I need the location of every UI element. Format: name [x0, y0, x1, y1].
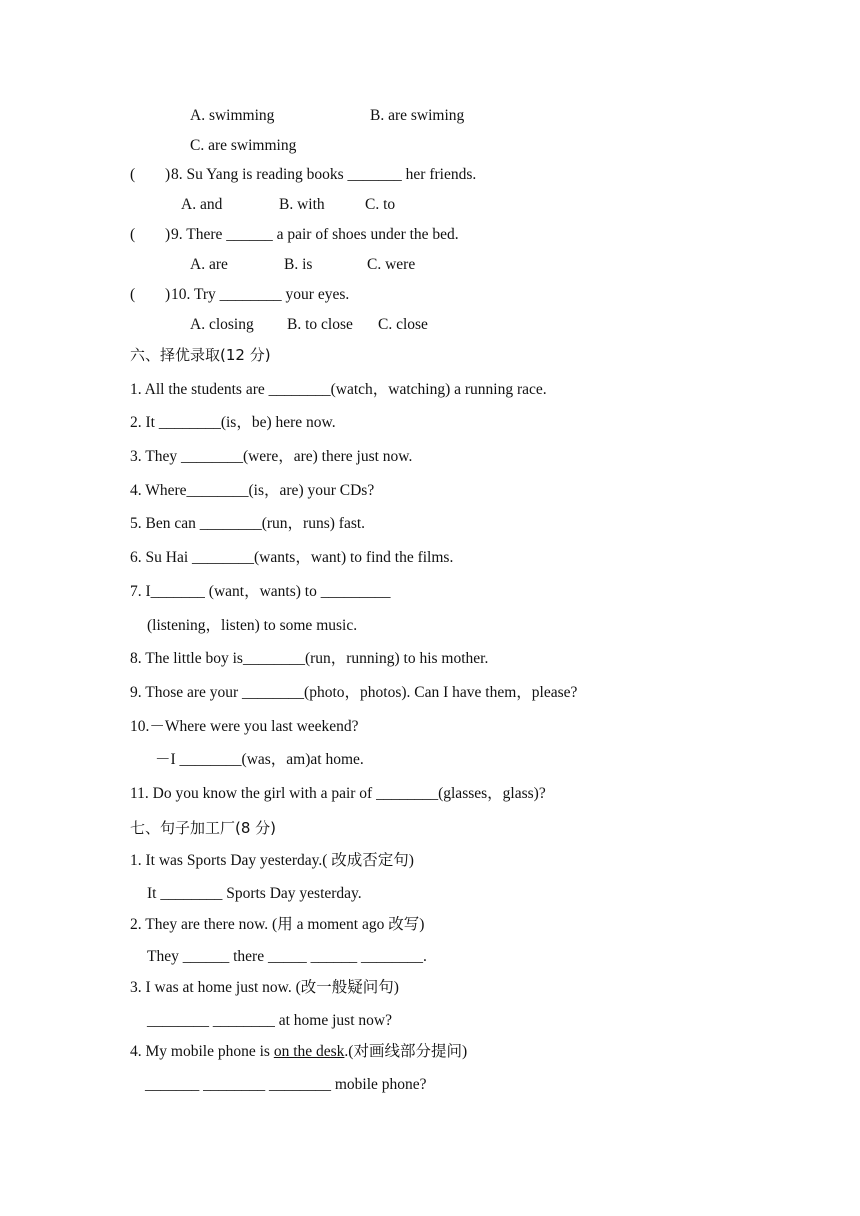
s7-q4-post: .(对画线部分提问)	[344, 1043, 468, 1060]
s7-a3: ________ ________ at home just now?	[147, 1012, 392, 1029]
q9-question: 9. There ______ a pair of shoes under the bed.	[171, 226, 459, 243]
s7-q4-underlined: on the desk	[273, 1043, 345, 1060]
q9-paren-open: (	[130, 226, 136, 243]
q8-option-c: C. to	[365, 196, 396, 213]
q10-question: 10. Try ________ your eyes.	[171, 286, 350, 303]
s7-q1: 1. It was Sports Day yesterday.( 改成否定句)	[130, 852, 414, 869]
s6-item-3: 3. They ________(were，are) there just now.	[130, 448, 413, 465]
section6-title: 六、择优录取(12 分)	[130, 346, 271, 364]
s6-item-2: 2. It ________(is，be) here now.	[130, 414, 336, 431]
s7-q3: 3. I was at home just now. (改一般疑问句)	[130, 979, 399, 996]
s7-a1: It ________ Sports Day yesterday.	[147, 885, 362, 902]
s6-item-7-cont: (listening，listen) to some music.	[147, 617, 358, 634]
section7-title: 七、句子加工厂(8 分)	[130, 819, 277, 837]
q9-option-b: B. is	[284, 256, 313, 273]
q7-option-c: C. are swimming	[190, 137, 297, 154]
s7-q2: 2. They are there now. (用 a moment ago 改写)	[130, 916, 425, 933]
q10-paren-close: )	[165, 286, 171, 303]
q7-option-a: A. swimming	[190, 107, 275, 124]
s6-item-7: 7. I_______ (want，wants) to _________	[130, 583, 391, 600]
q10-option-c: C. close	[378, 316, 428, 333]
s6-item-11: 11. Do you know the girl with a pair of ________(glasses，glass)?	[130, 785, 546, 802]
s7-a4: _______ ________ ________ mobile phone?	[145, 1076, 427, 1093]
q10-paren-open: (	[130, 286, 136, 303]
s6-item-9: 9. Those are your ________(photo，photos). Can I have them，please?	[130, 684, 578, 701]
q9-paren-close: )	[165, 226, 171, 243]
q7-option-b: B. are swiming	[370, 107, 465, 124]
s6-item-8: 8. The little boy is________(run，running) to his mother.	[130, 650, 489, 667]
s6-item-10-answer: －I ________(was，am)at home.	[155, 751, 364, 768]
s7-a2: They ______ there _____ ______ ________.	[147, 948, 427, 965]
s6-item-1: 1. All the students are ________(watch，watching) a running race.	[130, 381, 547, 398]
q10-option-a: A. closing	[190, 316, 254, 333]
s6-item-10: 10.－Where were you last weekend?	[130, 718, 359, 735]
q8-question: 8. Su Yang is reading books _______ her friends.	[171, 166, 477, 183]
q9-option-c: C. were	[367, 256, 416, 273]
q10-option-b: B. to close	[287, 316, 353, 333]
s7-q4	[130, 1042, 467, 1062]
s6-item-6: 6. Su Hai ________(wants，want) to find the films.	[130, 549, 454, 566]
s7-q4-pre: 4. My mobile phone is	[130, 1043, 274, 1060]
q9-option-a: A. are	[190, 256, 228, 273]
s6-item-4: 4. Where________(is，are) your CDs?	[130, 482, 375, 499]
q8-paren-open: (	[130, 166, 136, 183]
q8-option-a: A. and	[181, 196, 223, 213]
q8-paren-close: )	[165, 166, 171, 183]
q8-option-b: B. with	[279, 196, 325, 213]
s6-item-5: 5. Ben can ________(run，runs) fast.	[130, 515, 366, 532]
